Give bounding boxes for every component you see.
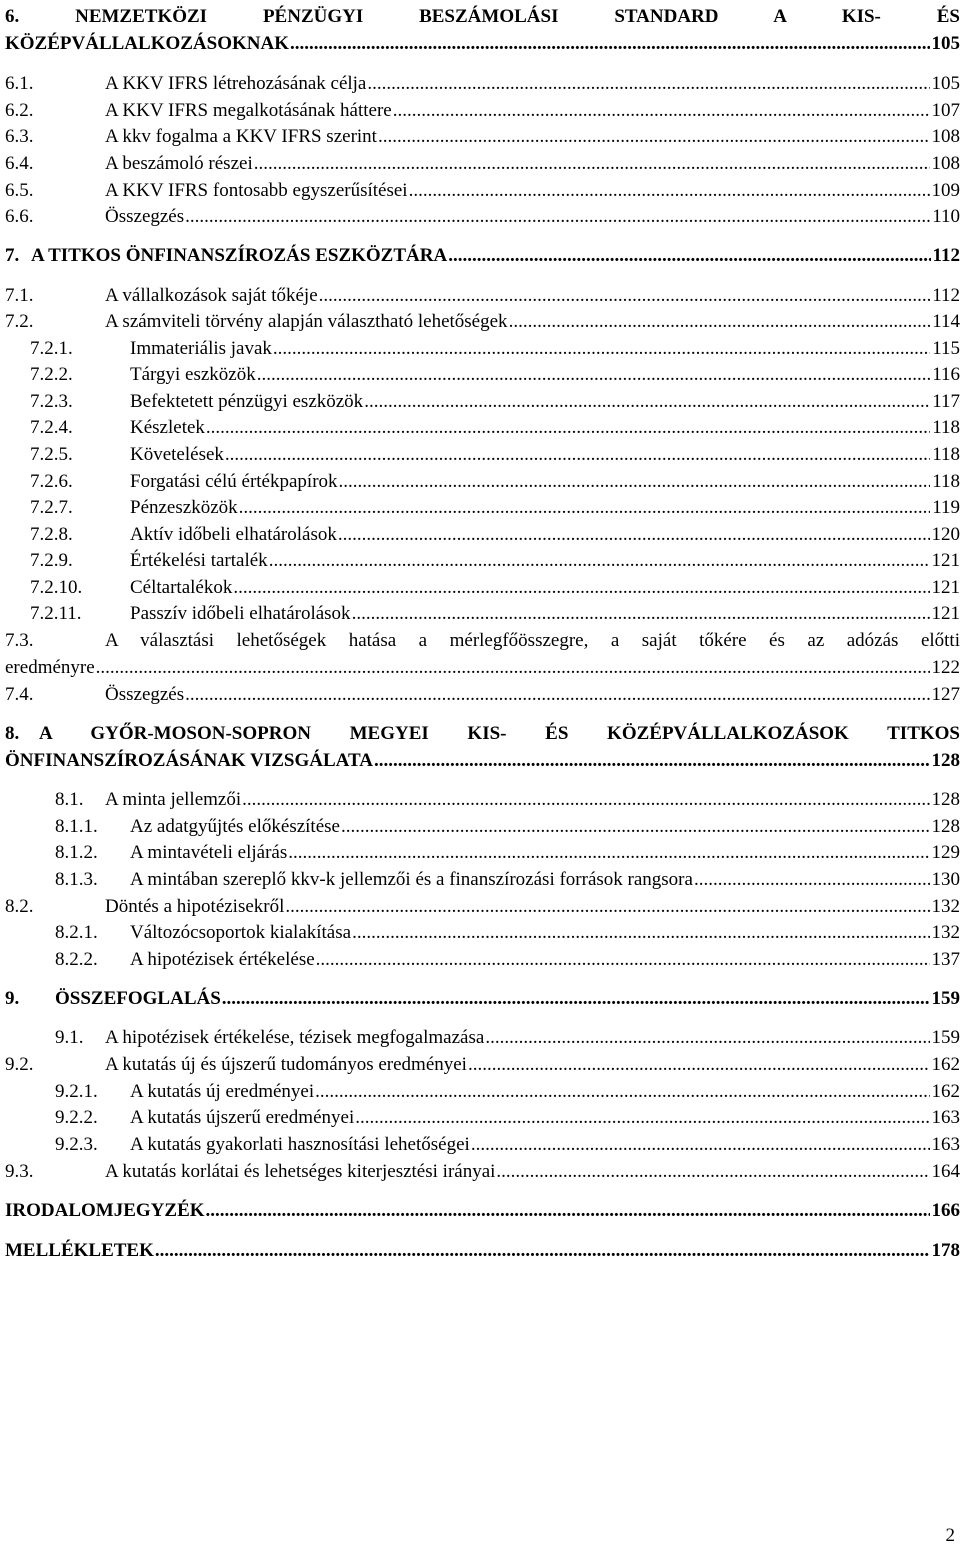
toc-page-number: 105 (931, 33, 960, 54)
toc-entry-7-2-1[interactable] (30, 336, 960, 362)
toc-page-number: 178 (931, 1240, 960, 1261)
toc-page-number: 118 (932, 417, 960, 438)
toc-title: A KKV IFRS létrehozásának célja (105, 73, 367, 94)
toc-page-number: 108 (931, 126, 960, 147)
toc-chapter-6[interactable] (5, 31, 960, 57)
toc-page-number: 162 (931, 1054, 960, 1075)
toc-title: Befektetett pénzügyi eszközök (130, 391, 364, 412)
toc-title: Változócsoportok kialakítása (130, 922, 352, 943)
dot-leader (339, 469, 931, 495)
toc-entry-7-4[interactable] (5, 682, 960, 708)
toc-bibliography[interactable] (5, 1198, 960, 1224)
toc-number: 9.2.1. (55, 1081, 98, 1102)
toc-page-number: 159 (931, 988, 960, 1009)
toc-entry-9-2[interactable] (5, 1052, 960, 1078)
toc-page-number: 166 (931, 1200, 960, 1221)
toc-page-number: 112 (932, 245, 960, 266)
dot-leader (496, 1159, 929, 1185)
toc-page-number: 109 (931, 180, 960, 201)
toc-page-number: 120 (931, 524, 960, 545)
toc-title: A minta jellemzői (105, 789, 242, 810)
toc-page-number: 164 (931, 1161, 960, 1182)
toc-page-number: 127 (931, 684, 960, 705)
toc-number: 6.4. (5, 153, 34, 174)
toc-page-number: 128 (931, 816, 960, 837)
toc-page-number: 121 (931, 577, 960, 598)
toc-entry-8-2-1[interactable] (55, 920, 960, 946)
dot-leader (290, 31, 930, 57)
toc-number: 7.2.8. (30, 524, 73, 545)
toc-title: Az adatgyűjtés előkészítése (130, 816, 340, 837)
toc-page-number: 163 (931, 1134, 960, 1155)
dot-leader (225, 442, 930, 468)
toc-title: A kutatás korlátai és lehetséges kiterjesztési irányai (105, 1161, 496, 1182)
toc-chapter-6-line1[interactable]: 6. NEMZETKÖZI PÉNZÜGYI BESZÁMOLÁSI STANDARD A KIS- ÉS (5, 6, 960, 27)
toc-title: A számviteli törvény alapján választható lehetőségek (105, 311, 508, 332)
toc-number: 6.1. (5, 73, 34, 94)
toc-page-number: 108 (931, 153, 960, 174)
dot-leader (509, 309, 931, 335)
toc-number: 7.2.5. (30, 444, 73, 465)
toc-entry-6-1[interactable] (5, 71, 960, 97)
toc-page-number: 159 (931, 1027, 960, 1048)
dot-leader (273, 336, 930, 362)
toc-title: eredményre (5, 657, 95, 678)
toc-title: A hipotézisek értékelése, tézisek megfogalmazása (105, 1027, 485, 1048)
dot-leader (222, 986, 930, 1012)
toc-title: A hipotézisek értékelése (130, 949, 315, 970)
toc-page-number: 132 (931, 922, 960, 943)
toc-number: 7.2.10. (30, 577, 83, 598)
toc-title: Aktív időbeli elhatárolások (130, 524, 337, 545)
toc-page-number: 118 (932, 471, 960, 492)
toc-title: Immateriális javak (130, 338, 272, 359)
toc-title: MELLÉKLETEK (5, 1240, 154, 1261)
toc-entry-7-2-5[interactable] (30, 442, 960, 468)
toc-title: Céltartalékok (130, 577, 233, 598)
toc-title: Összegzés (105, 684, 185, 705)
dot-leader (485, 1025, 929, 1051)
toc-entry-7-2-3[interactable] (30, 389, 960, 415)
toc-title: Passzív időbeli elhatárolások (130, 603, 351, 624)
toc-entry-9-2-2[interactable] (55, 1105, 960, 1131)
toc-title: A vállalkozások saját tőkéje (105, 285, 318, 306)
toc-number: 8.2.1. (55, 922, 98, 943)
toc-entry-9-2-1[interactable] (55, 1079, 960, 1105)
toc-entry-7-2-6[interactable] (30, 469, 960, 495)
toc-entry-8-1[interactable] (55, 787, 960, 813)
dot-leader (364, 389, 930, 415)
dot-leader (352, 601, 930, 627)
dot-leader (185, 204, 930, 230)
toc-number: 8. (5, 723, 20, 744)
toc-title: A választási lehetőségek hatása a mérlegfőösszegre, a saját tőkére és az adózás előtti (105, 630, 960, 651)
toc-page-number: 110 (932, 206, 960, 227)
toc-entry-7-2-7[interactable] (30, 495, 960, 521)
dot-leader (257, 362, 930, 388)
toc-entry-8-1-1[interactable] (55, 814, 960, 840)
toc-number: 7.2.6. (30, 471, 73, 492)
toc-page-number: 137 (931, 949, 960, 970)
dot-leader (471, 1132, 930, 1158)
toc-number: 6.3. (5, 126, 34, 147)
toc-number: 9.1. (55, 1027, 84, 1048)
toc-entry-8-1-2[interactable] (55, 840, 960, 866)
toc-title: A kkv fogalma a KKV IFRS szerint (105, 126, 377, 147)
toc-number: 8.1.2. (55, 842, 98, 863)
toc-page-number: 116 (932, 364, 960, 385)
toc-entry-7-2-11[interactable] (30, 601, 960, 627)
dot-leader (288, 840, 929, 866)
toc-page-number: 114 (932, 311, 960, 332)
toc-entry-6-5[interactable] (5, 178, 960, 204)
toc-page-number: 128 (931, 789, 960, 810)
page-number: 2 (945, 1525, 955, 1546)
toc-number: 7.3. (5, 630, 34, 651)
toc-entry-7-3[interactable] (5, 655, 960, 681)
toc-title: Értékelési tartalék (130, 550, 268, 571)
dot-leader (206, 415, 930, 441)
toc-entry-7-2-4[interactable] (30, 415, 960, 441)
toc-title: Tárgyi eszközök (130, 364, 256, 385)
dot-leader (155, 1238, 930, 1264)
toc-number: 8.1.3. (55, 869, 98, 890)
toc-number: 8.2. (5, 896, 34, 917)
dot-leader (239, 495, 931, 521)
toc-page-number: 105 (931, 73, 960, 94)
toc-entry-9-3[interactable] (5, 1159, 960, 1185)
toc-number: 6.6. (5, 206, 34, 227)
toc-number: 7.2. (5, 311, 34, 332)
toc-page-number: 119 (932, 497, 960, 518)
dot-leader (367, 71, 929, 97)
toc-title: Követelések (130, 444, 224, 465)
toc-page-number: 118 (932, 444, 960, 465)
toc-entry-6-2[interactable] (5, 98, 960, 124)
toc-number: 9.3. (5, 1161, 34, 1182)
toc-title: A kutatás gyakorlati hasznosítási lehetőségei (130, 1134, 470, 1155)
dot-leader (468, 1052, 930, 1078)
toc-page-number: 121 (931, 603, 960, 624)
toc-entry-8-2-2[interactable] (55, 947, 960, 973)
toc-title: Összegzés (105, 206, 185, 227)
toc-number: 7.2.9. (30, 550, 73, 571)
toc-title: IRODALOMJEGYZÉK (5, 1200, 205, 1221)
dot-leader (254, 151, 930, 177)
toc-number: 8.1. (55, 789, 84, 810)
toc-entry-9-1[interactable] (55, 1025, 960, 1051)
toc-page-number: 107 (931, 100, 960, 121)
dot-leader (315, 1079, 929, 1105)
toc-title: A mintában szereplő kkv-k jellemzői és a finanszírozási források rangsora (130, 869, 693, 890)
dot-leader (448, 243, 930, 269)
toc-number: 9. (5, 988, 20, 1009)
toc-title: A kutatás új eredményei (130, 1081, 315, 1102)
toc-number: 7.4. (5, 684, 34, 705)
toc-title: A mintavételi eljárás (130, 842, 288, 863)
toc-title: Forgatási célú értékpapírok (130, 471, 338, 492)
dot-leader (338, 522, 930, 548)
toc-chapter-7[interactable] (5, 243, 960, 269)
toc-title: A TITKOS ÖNFINANSZÍROZÁS ESZKÖZTÁRA (31, 245, 448, 266)
dot-leader (341, 814, 930, 840)
toc-number: 7.2.7. (30, 497, 73, 518)
dot-leader (233, 575, 929, 601)
dot-leader (285, 894, 929, 920)
toc-chapter-8[interactable] (5, 748, 960, 774)
dot-leader (206, 1198, 930, 1224)
toc-entry-7-2-2[interactable] (30, 362, 960, 388)
toc-entry-8-2[interactable] (5, 894, 960, 920)
dot-leader (316, 947, 930, 973)
dot-leader (378, 124, 930, 150)
toc-entry-6-4[interactable] (5, 151, 960, 177)
toc-entry-7-3-line1[interactable] (5, 628, 960, 654)
toc-title: Készletek (130, 417, 205, 438)
toc-number: 7. (5, 245, 20, 266)
dot-leader (409, 178, 930, 204)
toc-title: A KKV IFRS fontosabb egyszerűsítései (105, 180, 408, 201)
toc-page-number: 129 (931, 842, 960, 863)
dot-leader (374, 748, 930, 774)
toc-entry-7-2-8[interactable] (30, 522, 960, 548)
dot-leader (355, 1105, 929, 1131)
toc-chapter-8-line1[interactable] (5, 721, 960, 747)
toc-number: 9.2.2. (55, 1107, 98, 1128)
toc-title: A KKV IFRS megalkotásának háttere (105, 100, 392, 121)
toc-number: 8.1.1. (55, 816, 98, 837)
dot-leader (96, 655, 930, 681)
toc-title: A beszámoló részei (105, 153, 253, 174)
toc-number: 6.5. (5, 180, 34, 201)
toc-number: 6.2. (5, 100, 34, 121)
toc-entry-7-2-9[interactable] (30, 548, 960, 574)
toc-chapter-9[interactable] (5, 986, 960, 1012)
toc-page-number: 162 (931, 1081, 960, 1102)
dot-leader (352, 920, 929, 946)
toc-number: 9.2. (5, 1054, 34, 1075)
toc-title: Döntés a hipotézisekről (105, 896, 285, 917)
toc-number: 7.2.1. (30, 338, 73, 359)
dot-leader (319, 283, 931, 309)
toc-entry-7-2[interactable] (5, 309, 960, 335)
dot-leader (242, 787, 929, 813)
toc-entry-7-2-10[interactable] (30, 575, 960, 601)
toc-page-number: 121 (931, 550, 960, 571)
dot-leader (269, 548, 930, 574)
toc-number: 7.2.3. (30, 391, 73, 412)
toc-entry-9-2-3[interactable] (55, 1132, 960, 1158)
toc-title: ÖSSZEFOGLALÁS (55, 988, 221, 1009)
toc-page-number: 122 (931, 657, 960, 678)
toc-entry-6-3[interactable] (5, 124, 960, 150)
dot-leader (694, 867, 930, 893)
toc-page-number: 115 (932, 338, 960, 359)
toc-page-number: 128 (931, 750, 960, 771)
toc-number: 7.2.2. (30, 364, 73, 385)
toc-page-number: 163 (931, 1107, 960, 1128)
toc-number: 7.1. (5, 285, 34, 306)
toc-number: 7.2.4. (30, 417, 73, 438)
toc-page-number: 132 (931, 896, 960, 917)
toc-entry-8-1-3[interactable] (55, 867, 960, 893)
toc-title: A kutatás új és újszerű tudományos eredményei (105, 1054, 467, 1075)
toc-page-number: 130 (931, 869, 960, 890)
toc-page-number: 117 (932, 391, 960, 412)
toc-title: A kutatás újszerű eredményei (130, 1107, 355, 1128)
dot-leader (185, 682, 929, 708)
toc-number: 7.2.11. (30, 603, 82, 624)
toc-title: KÖZÉPVÁLLALKOZÁSOKNAK (5, 33, 289, 54)
toc-title: Pénzeszközök (130, 497, 238, 518)
toc-number: 9.2.3. (55, 1134, 98, 1155)
toc-entry-6-6[interactable] (5, 204, 960, 230)
toc-page-number: 112 (932, 285, 960, 306)
toc-title: A GYŐR-MOSON-SOPRON MEGYEI KIS- ÉS KÖZÉPVÁLLALKOZÁSOK TITKOS (39, 723, 960, 744)
toc-entry-7-1[interactable] (5, 283, 960, 309)
toc-title: ÖNFINANSZÍROZÁSÁNAK VIZSGÁLATA (5, 750, 373, 771)
toc-appendices[interactable] (5, 1238, 960, 1264)
dot-leader (393, 98, 930, 124)
toc-number: 8.2.2. (55, 949, 98, 970)
